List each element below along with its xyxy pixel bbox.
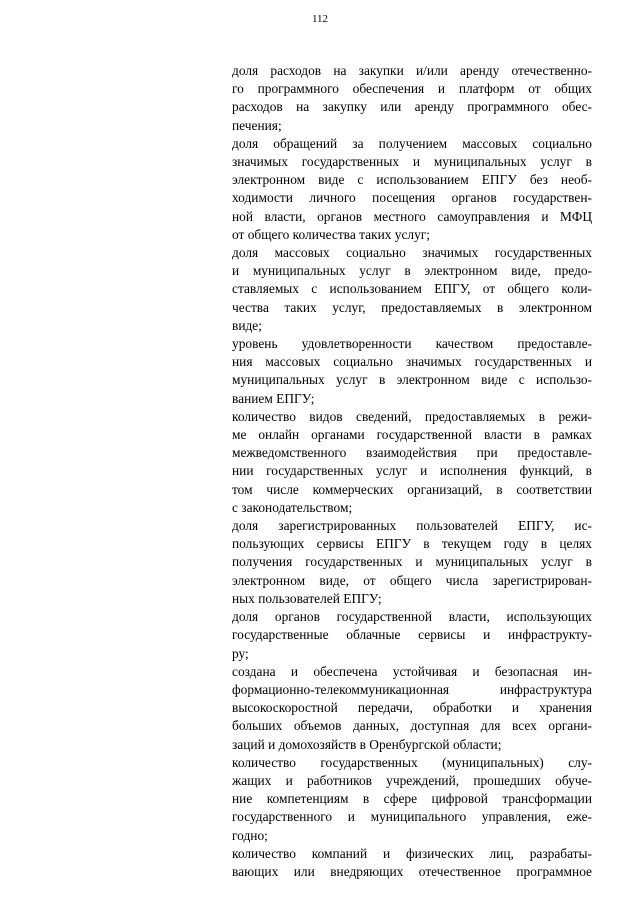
text-line: доля массовых социально значимых государственных <box>232 245 592 261</box>
list-item <box>232 408 592 517</box>
text-line: жащих и работников учреждений, прошедших обуче- <box>232 772 592 788</box>
text-line: государственные облачные сервисы и инфраструкту- <box>232 627 592 643</box>
page-number: 112 <box>311 13 329 25</box>
text-line: и муниципальных услуг в электронном виде, предо- <box>232 263 592 279</box>
text-line: доля органов государственной власти, использующих <box>232 609 592 625</box>
text-line: количество государственных (муниципальных) слу- <box>232 754 592 770</box>
text-line: ных пользователей ЕПГУ; <box>232 590 382 606</box>
text-line: формационно-телекоммуникационная инфраструктура <box>232 681 592 697</box>
text-line: количество компаний и физических лиц, разрабаты- <box>232 845 592 861</box>
text-line: заций и домохозяйств в Оренбургской области; <box>232 736 502 752</box>
text-line: электронном виде с использованием ЕПГУ без необ- <box>232 172 592 188</box>
text-line: расходов на закупку или аренду программного обес- <box>232 99 592 115</box>
list-item <box>232 517 592 608</box>
text-line: создана и обеспечена устойчивая и безопасная ин- <box>232 663 592 679</box>
text-line: муниципальных услуг в электронном виде с использо- <box>232 372 592 388</box>
text-line: ставляемых с использованием ЕПГУ, от общего коли- <box>232 281 592 297</box>
list-item <box>232 62 592 135</box>
text-line: от общего количества таких услуг; <box>232 226 431 242</box>
text-line: печения; <box>232 117 282 133</box>
list-item <box>232 663 592 754</box>
text-line: ной власти, органов местного самоуправления и МФЦ <box>232 208 592 224</box>
text-line: значимых государственных и муниципальных услуг в <box>232 154 592 170</box>
list-item <box>232 244 592 335</box>
text-line: межведомственного взаимодействия при предоставле- <box>232 445 592 461</box>
text-line: чества таких услуг, предоставляемых в электронном <box>232 299 592 315</box>
text-line: том числе коммерческих организаций, в соответствии <box>232 481 592 497</box>
list-item <box>232 754 592 845</box>
text-line: ходимости личного посещения органов государствен- <box>232 190 592 206</box>
text-line: уровень удовлетворенности качеством предоставле- <box>232 336 592 352</box>
text-line: ние компетенциям в сфере цифровой трансформации <box>232 791 592 807</box>
text-line: го программного обеспечения и платформ от общих <box>232 81 592 97</box>
text-line: высокоскоростной передачи, обработки и хранения <box>232 700 592 716</box>
text-line: доля расходов на закупки и/или аренду отечественно- <box>232 63 592 78</box>
text-line: ру; <box>232 645 249 661</box>
text-line: больших объемов данных, доступная для всех органи- <box>232 718 592 734</box>
list-item <box>232 135 592 244</box>
text-line: ванием ЕПГУ; <box>232 390 315 406</box>
text-line: количество видов сведений, предоставляемых в режи- <box>232 408 592 424</box>
text-line: виде; <box>232 317 262 333</box>
text-line: получения государственных и муниципальных услуг в <box>232 554 592 570</box>
document-body <box>232 62 592 881</box>
text-line: вающих или внедряющих отечественное программное <box>232 863 592 879</box>
text-line: электронном виде, от общего числа зарегистрирован- <box>232 572 592 588</box>
text-line: пользующих сервисы ЕПГУ в текущем году в целях <box>232 536 592 552</box>
text-line: ме онлайн органами государственной власти в рамках <box>232 427 592 443</box>
list-item <box>232 608 592 663</box>
text-line: годно; <box>232 827 268 843</box>
text-line: ния массовых социально значимых государственных и <box>232 354 592 370</box>
text-line: государственного и муниципального управления, еже- <box>232 809 592 825</box>
list-item <box>232 335 592 408</box>
text-line: доля обращений за получением массовых социально <box>232 135 592 151</box>
text-line: с законодательством; <box>232 499 353 515</box>
text-line: доля зарегистрированных пользователей ЕПГУ, ис- <box>232 518 592 534</box>
text-line: нии государственных услуг и исполнения функций, в <box>232 463 592 479</box>
list-item <box>232 845 592 881</box>
